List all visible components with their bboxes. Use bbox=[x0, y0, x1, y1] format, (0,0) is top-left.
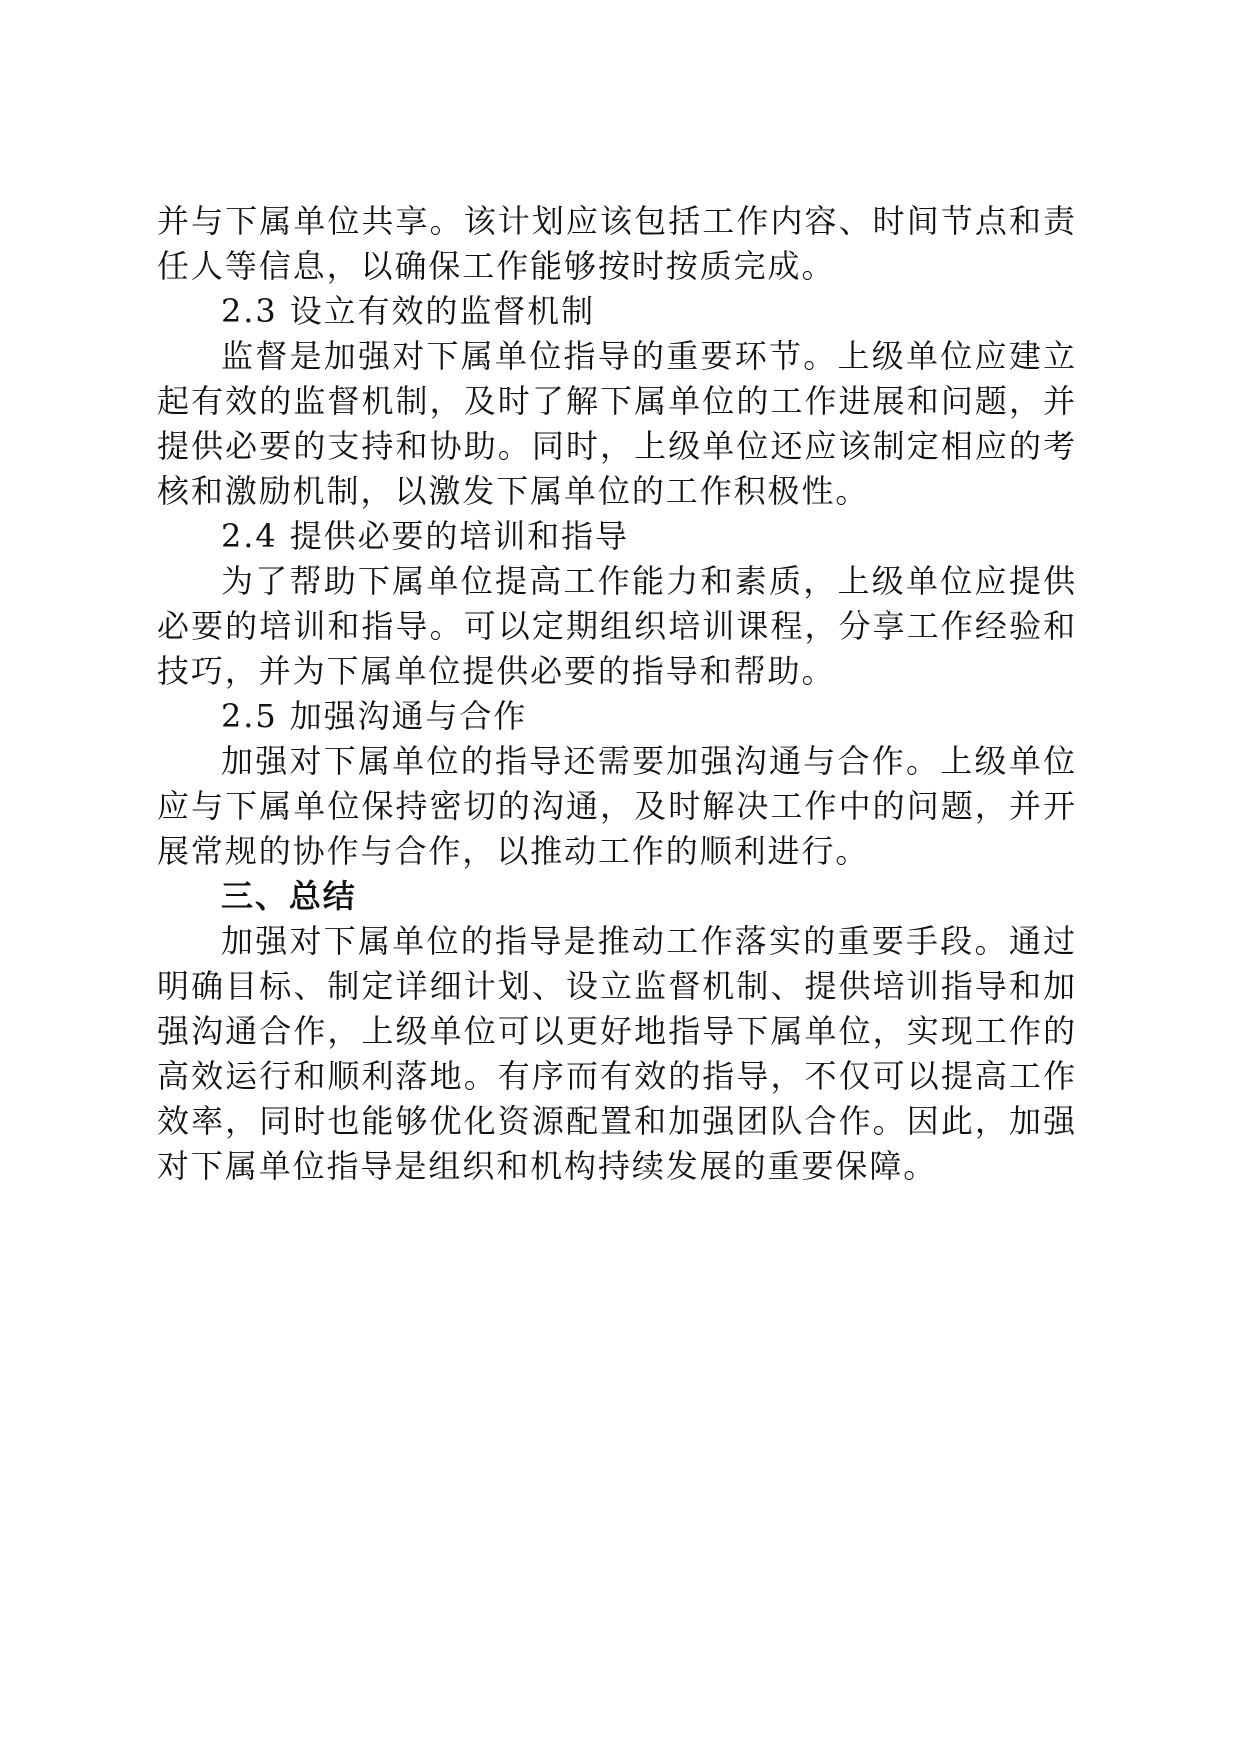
paragraph-summary: 加强对下属单位的指导是推动工作落实的重要手段。通过明确目标、制定详细计划、设立监督机制、提供培训指导和加强沟通合作，上级单位可以更好地指导下属单位，实现工作的高效运行和顺利落地。有序而有效的指导，不仅可以提高工作效率，同时也能够优化资源配置和加强团队合作。因此，加强对下属单位指导是组织和机构持续发展的重要保障。 bbox=[157, 922, 1077, 1185]
heading-2-4: 2.4 提供必要的培训和指导 bbox=[221, 517, 629, 555]
document-body bbox=[157, 199, 1077, 1189]
paragraph-training: 为了帮助下属单位提高工作能力和素质，上级单位应提供必要的培训和指导。可以定期组织培训课程，分享工作经验和技巧，并为下属单位提供必要的指导和帮助。 bbox=[157, 562, 1077, 690]
paragraph-communication: 加强对下属单位的指导还需要加强沟通与合作。上级单位应与下属单位保持密切的沟通，及时解决工作中的问题，并开展常规的协作与合作，以推动工作的顺利进行。 bbox=[157, 742, 1077, 870]
heading-2-3: 2.3 设立有效的监督机制 bbox=[221, 292, 596, 330]
paragraph-supervision: 监督是加强对下属单位指导的重要环节。上级单位应建立起有效的监督机制，及时了解下属单位的工作进展和问题，并提供必要的支持和协助。同时，上级单位还应该制定相应的考核和激励机制，以激发下属单位的工作积极性。 bbox=[157, 337, 1077, 510]
paragraph-plan-continued: 并与下属单位共享。该计划应该包括工作内容、时间节点和责任人等信息，以确保工作能够按时按质完成。 bbox=[157, 202, 1077, 285]
heading-2-5: 2.5 加强沟通与合作 bbox=[221, 697, 528, 735]
heading-summary: 三、总结 bbox=[221, 877, 357, 915]
